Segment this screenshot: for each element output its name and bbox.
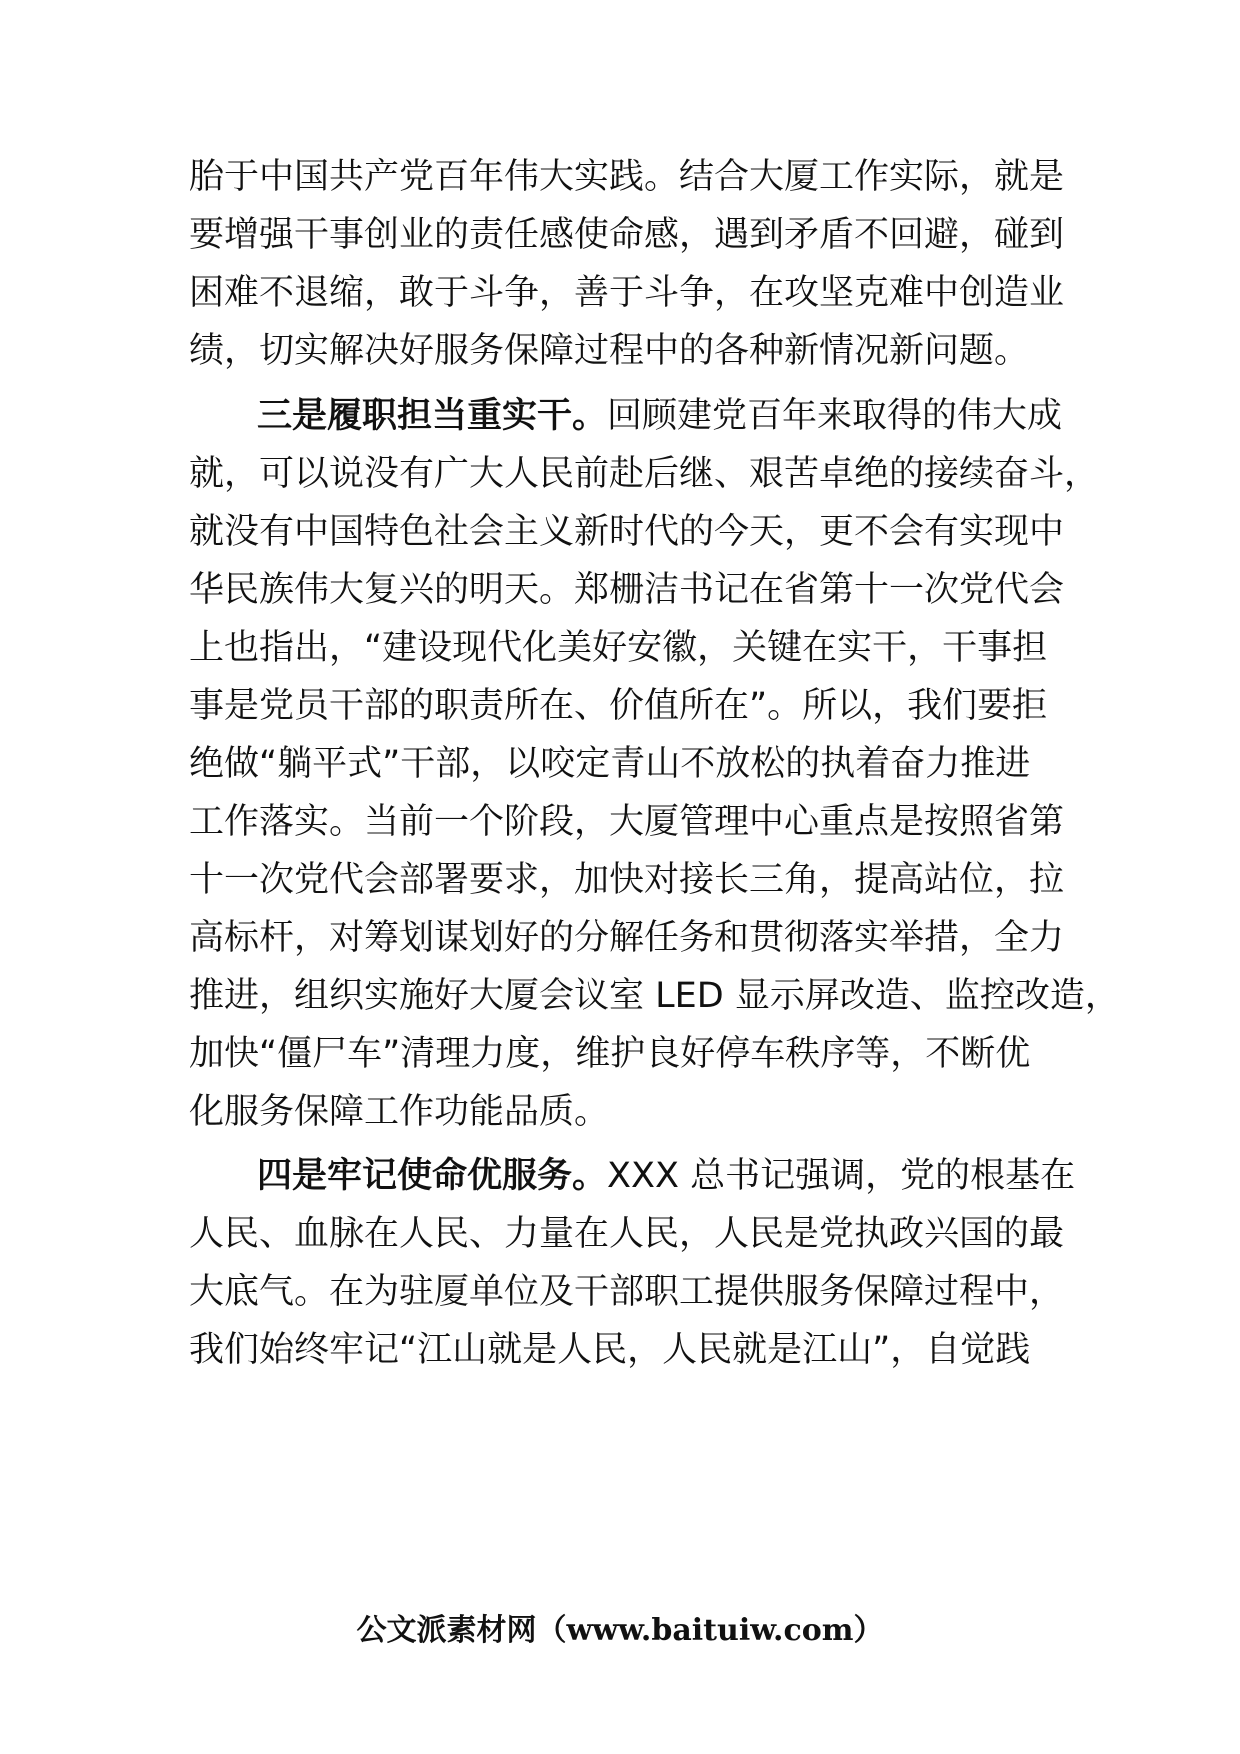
body-text-line: 困难不退缩，敢于斗争，善于斗争，在攻坚克难中创造业 — [189, 273, 1065, 313]
body-text-line: 胎于中国共产党百年伟大实践。结合大厦工作实际，就是 — [189, 157, 1065, 197]
body-text-line: 就没有中国特色社会主义新时代的今天，更不会有实现中 — [189, 512, 1065, 552]
body-text-line: 我们始终牢记“江山就是人民，人民就是江山”，自觉践 — [189, 1330, 1031, 1370]
body-text-line: 就，可以说没有广大人民前赴后继、艰苦卓绝的接续奋斗， — [189, 454, 1100, 494]
body-text-line: 华民族伟大复兴的明天。郑栅洁书记在省第十一次党代会 — [189, 570, 1065, 610]
body-text-line: 绝做“躺平式”干部，以咬定青山不放松的执着奋力推进 — [189, 744, 1031, 784]
paragraph-first-line — [257, 1156, 1075, 1196]
body-text-line: 工作落实。当前一个阶段，大厦管理中心重点是按照省第 — [189, 802, 1065, 842]
body-text-line: 要增强干事创业的责任感使命感，遇到矛盾不回避，碰到 — [189, 215, 1065, 255]
body-text-line: 化服务保障工作功能品质。 — [189, 1092, 610, 1132]
body-text-line: 十一次党代会部署要求，加快对接长三角，提高站位，拉 — [189, 860, 1065, 900]
body-text-line: 大底气。在为驻厦单位及干部职工提供服务保障过程中， — [189, 1272, 1065, 1312]
body-text-line: 事是党员干部的职责所在、价值所在”。所以，我们要拒 — [189, 686, 1048, 726]
body-text-line: 加快“僵尸车”清理力度，维护良好停车秩序等，不断优 — [189, 1034, 1031, 1074]
paragraph-first-line-text: 回顾建党百年来取得的伟大成 — [607, 396, 1063, 436]
body-text-line: 上也指出，“建设现代化美好安徽，关键在实干，干事担 — [189, 628, 1048, 668]
body-text-line: 推进，组织实施好大厦会议室 LED 显示屏改造、监控改造， — [189, 976, 1120, 1016]
body-text-line: 绩，切实解决好服务保障过程中的各种新情况新问题。 — [189, 331, 1030, 371]
paragraph-first-line-text: XXX 总书记强调，党的根基在 — [607, 1156, 1076, 1196]
paragraph-heading: 四是牢记使命优服务。 — [257, 1156, 608, 1196]
body-text-line: 人民、血脉在人民、力量在人民，人民是党执政兴国的最 — [189, 1214, 1065, 1254]
body-text-line: 高标杆，对筹划谋划好的分解任务和贯彻落实举措，全力 — [189, 918, 1065, 958]
paragraph-first-line — [257, 396, 1062, 436]
paragraph-heading: 三是履职担当重实干。 — [257, 396, 608, 436]
footer-source: 公文派素材网（www.baituiw.com） — [356, 1613, 884, 1648]
